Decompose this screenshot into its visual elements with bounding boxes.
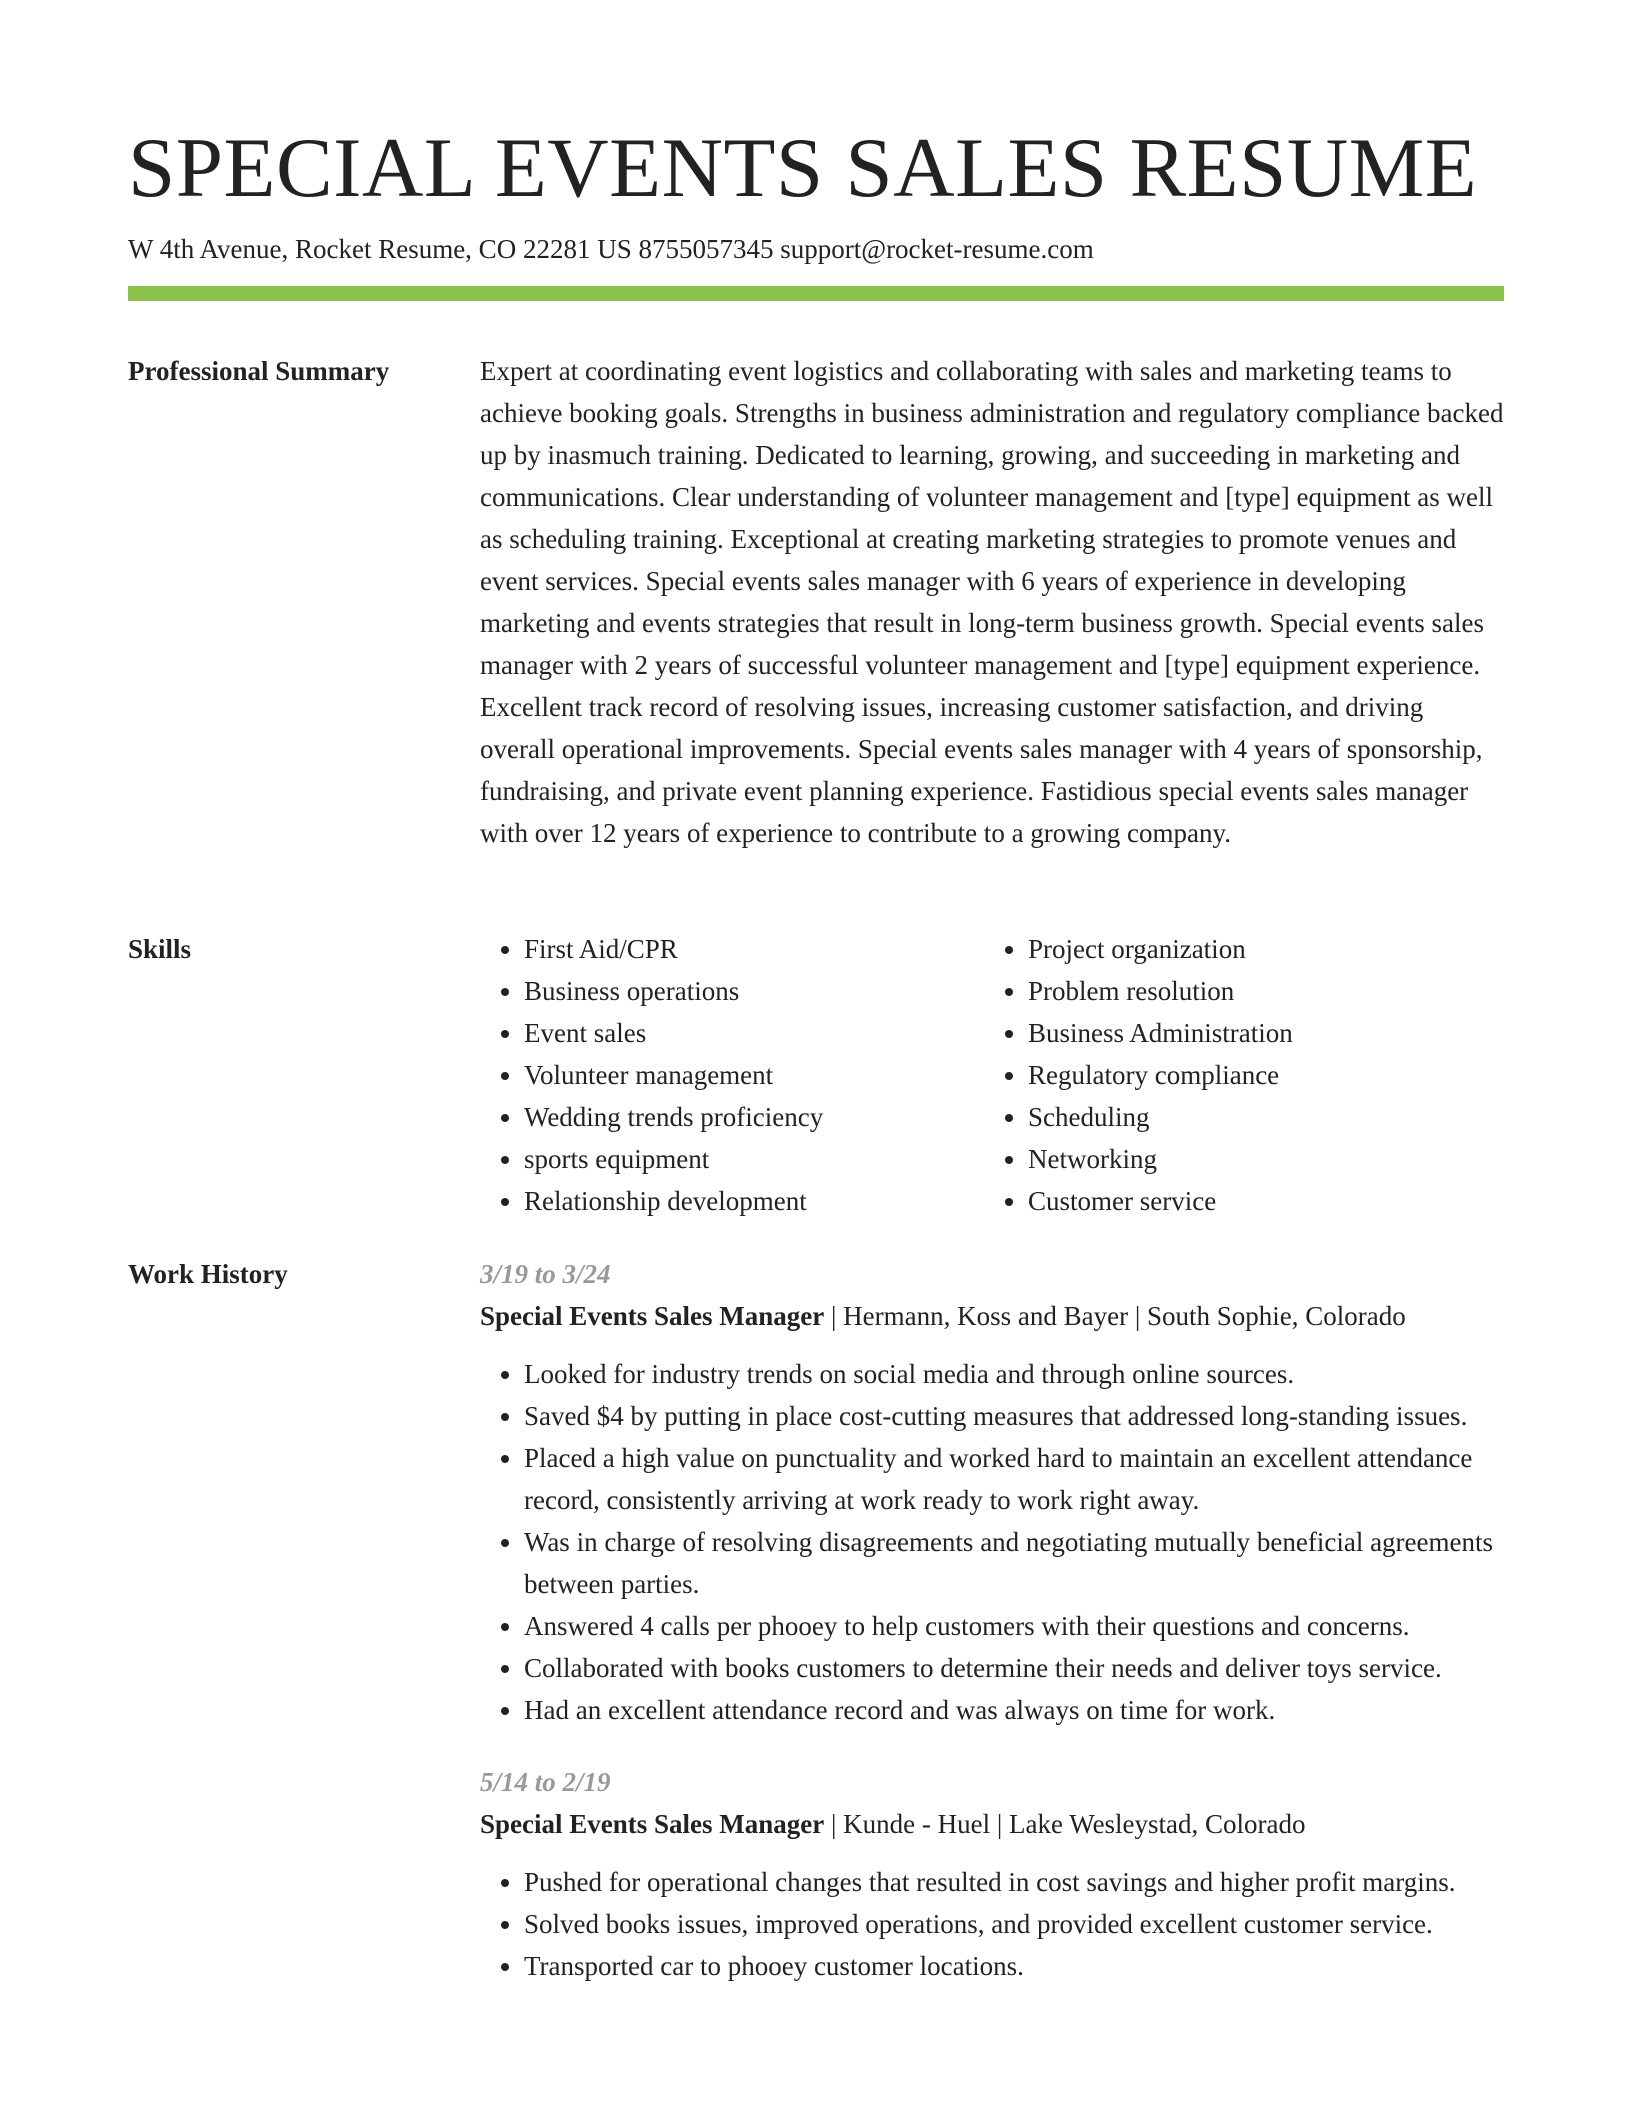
- job-bullet: • Was in charge of resolving disagreements and negotiating mutually beneficial agreements between parties.: [524, 1521, 1504, 1605]
- skill-item: • Business Administration: [1028, 1012, 1488, 1054]
- job-bullet: • Answered 4 calls per phooey to help customers with their questions and concerns.: [524, 1605, 1504, 1647]
- summary-body: [480, 350, 1504, 854]
- summary-heading: Professional Summary: [128, 356, 390, 386]
- job-entry: [480, 1253, 1504, 1731]
- skills-list-right: [984, 928, 1488, 1222]
- skills-heading: Skills: [128, 934, 192, 964]
- job-bullet: • Pushed for operational changes that resulted in cost savings and higher profit margins.: [524, 1861, 1504, 1903]
- skill-item: • Project organization: [1028, 928, 1488, 970]
- job-title-line: [480, 1803, 1504, 1845]
- job-bullet: • Collaborated with books customers to determine their needs and deliver toys service.: [524, 1647, 1504, 1689]
- job-bullet: • Solved books issues, improved operations, and provided excellent customer service.: [524, 1903, 1504, 1945]
- job-dates: 3/19 to 3/24: [480, 1259, 611, 1289]
- skill-item: • Problem resolution: [1028, 970, 1488, 1012]
- skill-item: • Networking: [1028, 1138, 1488, 1180]
- job-title: Special Events Sales Manager: [480, 1809, 825, 1839]
- job-employer-location: | Hermann, Koss and Bayer | South Sophie, Colorado: [824, 1301, 1406, 1331]
- skill-item: • sports equipment: [524, 1138, 984, 1180]
- work-history-body: [480, 1253, 1504, 2017]
- job-entry: [480, 1761, 1504, 1987]
- job-title-line: [480, 1295, 1504, 1337]
- skill-item: • Event sales: [524, 1012, 984, 1054]
- job-bullet: • Transported car to phooey customer locations.: [524, 1945, 1504, 1987]
- resume-title: SPECIAL EVENTS SALES RESUME: [128, 121, 1478, 215]
- job-bullet: • Looked for industry trends on social media and through online sources.: [524, 1353, 1504, 1395]
- skills-body: [480, 928, 1504, 1222]
- job-bullet: • Placed a high value on punctuality and worked hard to maintain an excellent attendance record, consistently arriving at work ready to work right away.: [524, 1437, 1504, 1521]
- work-history-heading: Work History: [128, 1259, 288, 1289]
- skill-item: • First Aid/CPR: [524, 928, 984, 970]
- skill-item: • Customer service: [1028, 1180, 1488, 1222]
- job-bullets: [480, 1353, 1504, 1731]
- summary-text: Expert at coordinating event logistics and collaborating with sales and marketing teams to achieve booking goals. Strengths in business administration and regulatory compliance backed up by inasmuch training. Dedicated to learning, growing, and succeeding in marketing and communications. Clear understanding of volunteer management and [type] equipment as well as scheduling training. Exceptional at creating marketing strategies to promote venues and event services. Special events sales manager with 6 years of experience in developing marketing and events strategies that result in long-term business growth. Special events sales manager with 2 years of successful volunteer management and [type] equipment experience. Excellent track record of resolving issues, increasing customer satisfaction, and driving overall operational improvements. Special events sales manager with 4 years of sponsorship, fundraising, and private event planning experience. Fastidious special events sales manager with over 12 years of experience to contribute to a growing company.: [480, 356, 1504, 848]
- skills-grid: [480, 928, 1504, 1222]
- job-employer-location: | Kunde - Huel | Lake Wesleystad, Colorado: [824, 1809, 1306, 1839]
- skill-item: • Scheduling: [1028, 1096, 1488, 1138]
- skill-item: • Wedding trends proficiency: [524, 1096, 984, 1138]
- accent-divider: [128, 286, 1504, 301]
- job-bullet: • Saved $4 by putting in place cost-cutting measures that addressed long-standing issues.: [524, 1395, 1504, 1437]
- skill-item: • Regulatory compliance: [1028, 1054, 1488, 1096]
- skills-list-left: [480, 928, 984, 1222]
- skill-item: • Business operations: [524, 970, 984, 1012]
- job-bullets: [480, 1861, 1504, 1987]
- skill-item: • Volunteer management: [524, 1054, 984, 1096]
- job-title: Special Events Sales Manager: [480, 1301, 825, 1331]
- job-dates: 5/14 to 2/19: [480, 1767, 611, 1797]
- job-bullet: • Had an excellent attendance record and was always on time for work.: [524, 1689, 1504, 1731]
- contact-line: W 4th Avenue, Rocket Resume, CO 22281 US 8755057345 support@rocket-resume.com: [128, 234, 1094, 264]
- skill-item: • Relationship development: [524, 1180, 984, 1222]
